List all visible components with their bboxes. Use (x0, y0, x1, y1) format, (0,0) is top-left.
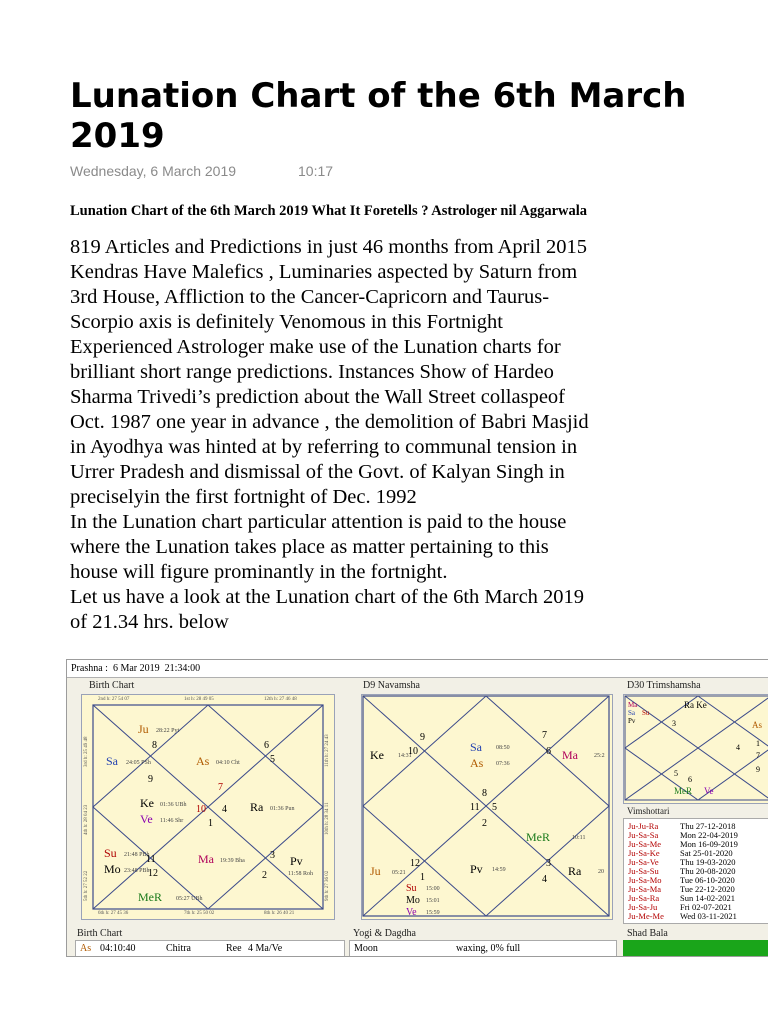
body-line: 3rd House, Affliction to the Cancer-Capricorn and Taurus- (70, 286, 550, 308)
planet-venus: Ve (704, 786, 714, 796)
planet-sun: Su (406, 883, 417, 894)
house-number: 11 (470, 802, 480, 813)
house-number: 9 (420, 732, 425, 743)
house-number: 7 (218, 782, 223, 793)
article-title (70, 76, 750, 156)
shad-bala-label: Shad Bala (627, 928, 668, 939)
planet-degree: 10:11 (572, 835, 586, 841)
planet-mercury-retro: MeR (526, 830, 550, 844)
vimshottari-row: Ju-Sa-Ju Fri 02-07-2021 (628, 902, 732, 912)
house-number: 4 (542, 874, 547, 885)
vimshottari-row: Ju-Sa-Ve Thu 19-03-2020 (628, 857, 736, 867)
house-number: 1 (756, 739, 760, 748)
d30-trimshamsha-chart (623, 694, 768, 804)
body-line: Oct. 1987 one year in advance , the demolition of Babri Masjid (70, 411, 589, 433)
planet-degree: 01:36 Pun (270, 806, 295, 812)
ascendant: As (80, 943, 92, 954)
house-number: 8 (482, 788, 487, 799)
house-number: 4 (736, 743, 740, 752)
vimshottari-table (623, 818, 768, 924)
edge-label: 11th h: 27 24 43 (325, 734, 330, 767)
moon-status: waxing, 0% full (456, 943, 521, 954)
ascendant: As (752, 720, 763, 730)
planet-mars: Ma (198, 852, 214, 866)
planet-degree: 28:22 Pyt (156, 728, 180, 734)
vimshottari-row: Ju-Sa-Ma Tue 22-12-2020 (628, 884, 735, 894)
title-line-1: Lunation Chart of the 6th March (70, 76, 687, 116)
article-subheading: Lunation Chart of the 6th March 2019 What It Foretells ? Astrologer nil Aggarwala (70, 203, 588, 219)
planet-degree: 07:36 (496, 761, 510, 767)
house-number: 9 (148, 774, 153, 785)
house-number: 5 (674, 769, 678, 778)
planet-sun: Su (642, 709, 650, 717)
planet-ketu: Ke (370, 748, 384, 762)
body-line: where the Lunation takes place as matter pertaining to this (70, 536, 549, 558)
planet-saturn: Sa (106, 754, 118, 768)
house-number: 1 (420, 872, 425, 883)
ascendant-degree: 04:10:40 (100, 943, 136, 954)
house-number: 9 (756, 765, 760, 774)
vimshottari-row: Ju-Sa-Me Mon 16-09-2019 (628, 839, 738, 849)
vimshottari-row: Ju-Me-Me Wed 03-11-2021 (628, 911, 737, 921)
yogi-dagdha-label: Yogi & Dagdha (353, 928, 416, 939)
shad-bala-bar (623, 940, 768, 956)
nakshatra: Chitra (166, 943, 191, 954)
planet-pv: Pv (470, 862, 483, 876)
body-line: 819 Articles and Predictions in just 46 months from April 2015 (70, 236, 588, 258)
planet-ketu: Ke (140, 796, 154, 810)
vimshottari-label: Vimshottari (627, 806, 670, 816)
planet-degree: 19:39 Bha (220, 858, 245, 864)
house-number: 7 (756, 751, 760, 760)
house-number: 12 (148, 868, 158, 879)
house-number: 2 (482, 818, 487, 829)
planet-saturn: Sa (628, 709, 635, 717)
body-line: brilliant short range predictions. Instances Show of Hardeo (70, 361, 554, 383)
planet-degree: 21:48 PBh (124, 852, 150, 858)
house-number: 10 (196, 804, 206, 815)
house-number: 5 (270, 754, 275, 765)
house-number: 4 (222, 804, 227, 815)
body-line: Let us have a look at the Lunation chart of the 6th March 2019 (70, 586, 585, 608)
house-number: 11 (146, 854, 156, 865)
edge-label: 9th h: 27 36 02 (325, 870, 330, 901)
house-number: 10 (408, 746, 418, 757)
house-number: 2 (262, 870, 267, 881)
edge-label: 2nd h: 27 54 07 (98, 697, 130, 702)
house-number: 7 (542, 730, 547, 741)
planet-saturn: Sa (470, 740, 482, 754)
edge-label: 7th h: 25 50 02 (184, 911, 215, 916)
body-line: of 21.34 hrs. below (70, 611, 229, 633)
house-number: 8 (152, 740, 157, 751)
body-line: Kendras Have Malefics , Luminaries aspected by Saturn from (70, 261, 578, 283)
planet-jupiter: Ju (138, 722, 149, 736)
sub-lord: 4 Ma/Ve (248, 943, 283, 954)
edge-label: 1st h: 28 49 05 (184, 697, 214, 702)
planet-degree: 15:00 (426, 886, 440, 892)
article-body (70, 235, 768, 635)
planet-degree: 25:2 (594, 753, 605, 759)
birth-chart-details (75, 940, 345, 957)
vimshottari-row: Ju-Sa-Ke Sat 25-01-2020 (628, 848, 733, 858)
planet-mercury-retro: MeR (674, 786, 692, 796)
d9-label: D9 Navamsha (363, 680, 420, 691)
birth-chart-label: Birth Chart (89, 680, 135, 691)
planet-degree: 20 (598, 869, 604, 875)
house-number: 5 (492, 802, 497, 813)
body-line: Scorpio axis is definitely Venomous in this Fortnight (70, 311, 503, 333)
nakshatra-lord: Ree (226, 943, 242, 954)
planet-degree: 24:05 PSh (126, 760, 151, 766)
body-line: Sharma Trivedi’s prediction about the Wall Street collaspeof (70, 386, 566, 408)
planet-mars: Ma (562, 748, 578, 762)
vimshottari-row: Ju-Sa-Mo Tue 06-10-2020 (628, 875, 735, 885)
d30-label: D30 Trimshamsha (627, 680, 701, 691)
bottom-birth-chart-label: Birth Chart (77, 928, 123, 939)
vimshottari-row: Ju-Ju-Ra Thu 27-12-2018 (628, 821, 736, 831)
planet-venus: Ve (140, 812, 153, 826)
planet-degree: 14:59 (492, 867, 506, 873)
planet-degree: 05:21 (392, 870, 406, 876)
planet-sun: Su (104, 846, 117, 860)
planet-mars: Ma (628, 701, 638, 709)
article-time: 10:17 (298, 163, 334, 179)
edge-label: 5th h: 27 52 22 (84, 870, 89, 901)
body-line: Urrer Pradesh and dismissal of the Govt. of Kalyan Singh in (70, 461, 565, 483)
birth-chart-lines (82, 695, 334, 919)
title-line-2: 2019 (70, 116, 165, 156)
house-number: 3 (546, 858, 551, 869)
edge-label: 6th h: 27 45 36 (98, 911, 129, 916)
planet-moon: Mo (104, 862, 121, 876)
planet-rahu: Ra (250, 800, 264, 814)
vimshottari-row: Ju-Sa-Sa Mon 22-04-2019 (628, 830, 738, 840)
planet-pv: Pv (290, 854, 303, 868)
planet-degree: 08:50 (496, 745, 510, 751)
house-number: 6 (546, 746, 551, 757)
edge-label: 12th h: 27 46 48 (264, 697, 297, 702)
birth-chart (81, 694, 335, 920)
planet-pv: Pv (628, 717, 636, 725)
planet-degree: 15:59 (426, 910, 440, 916)
ascendant: As (470, 756, 484, 770)
article-date: Wednesday, 6 March 2019 (70, 163, 237, 179)
edge-label: 4th h: 28 04 23 (84, 804, 89, 835)
edge-label: 10th h: 28 34 11 (325, 802, 330, 835)
planet-degree: 15:01 (426, 898, 440, 904)
yogi-dagdha-panel (349, 940, 617, 957)
house-number: 3 (270, 850, 275, 861)
planet-venus: Ve (406, 907, 417, 918)
planet-degree: 05:27 UBh (176, 896, 203, 902)
planet-degree: 23:48 PBh (124, 868, 150, 874)
planet-degree: 11:58 Roh (288, 871, 313, 877)
body-line: house will figure prominantly in the fortnight. (70, 561, 448, 583)
planet-rahu: Ra (568, 864, 582, 878)
edge-label: 8th h: 26 40 21 (264, 911, 295, 916)
d9-chart-lines (362, 695, 612, 919)
planet-degree: 11:46 Shr (160, 818, 184, 824)
body-line: In the Lunation chart particular attention is paid to the house (70, 511, 567, 533)
edge-label: 3rd h: 25 49 48 (84, 736, 89, 767)
house-number: 12 (410, 858, 420, 869)
planet-mercury-retro: MeR (138, 890, 162, 904)
house-number: 3 (672, 719, 676, 728)
ascendant: As (196, 754, 210, 768)
planet-degree: 04:10 Cht (216, 760, 240, 766)
house-number: 6 (688, 775, 692, 784)
d9-navamsha-chart (361, 694, 613, 920)
planet-moon: Mo (406, 895, 420, 906)
body-line: preciselyin the first fortnight of Dec. 1992 (70, 486, 417, 508)
house-number: 1 (208, 818, 213, 829)
astrology-software-screenshot (66, 659, 768, 957)
vimshottari-row: Ju-Sa-Ra Sun 14-02-2021 (628, 893, 736, 903)
d30-top-planets: Ra Ke (684, 700, 707, 710)
planet-degree: 14:31 (398, 753, 412, 759)
moon-label: Moon (354, 943, 378, 954)
vimshottari-row: Ju-Sa-Su Thu 20-08-2020 (628, 866, 736, 876)
body-line: Experienced Astrologer make use of the Lunation charts for (70, 336, 561, 358)
planet-degree: 01:36 UBh (160, 802, 187, 808)
house-number: 6 (264, 740, 269, 751)
body-line: in Ayodhya was hinted at by referring to communal tension in (70, 436, 578, 458)
prashna-title-bar: Prashna : 6 Mar 2019 21:34:00 (67, 660, 768, 678)
planet-jupiter: Ju (370, 864, 381, 878)
